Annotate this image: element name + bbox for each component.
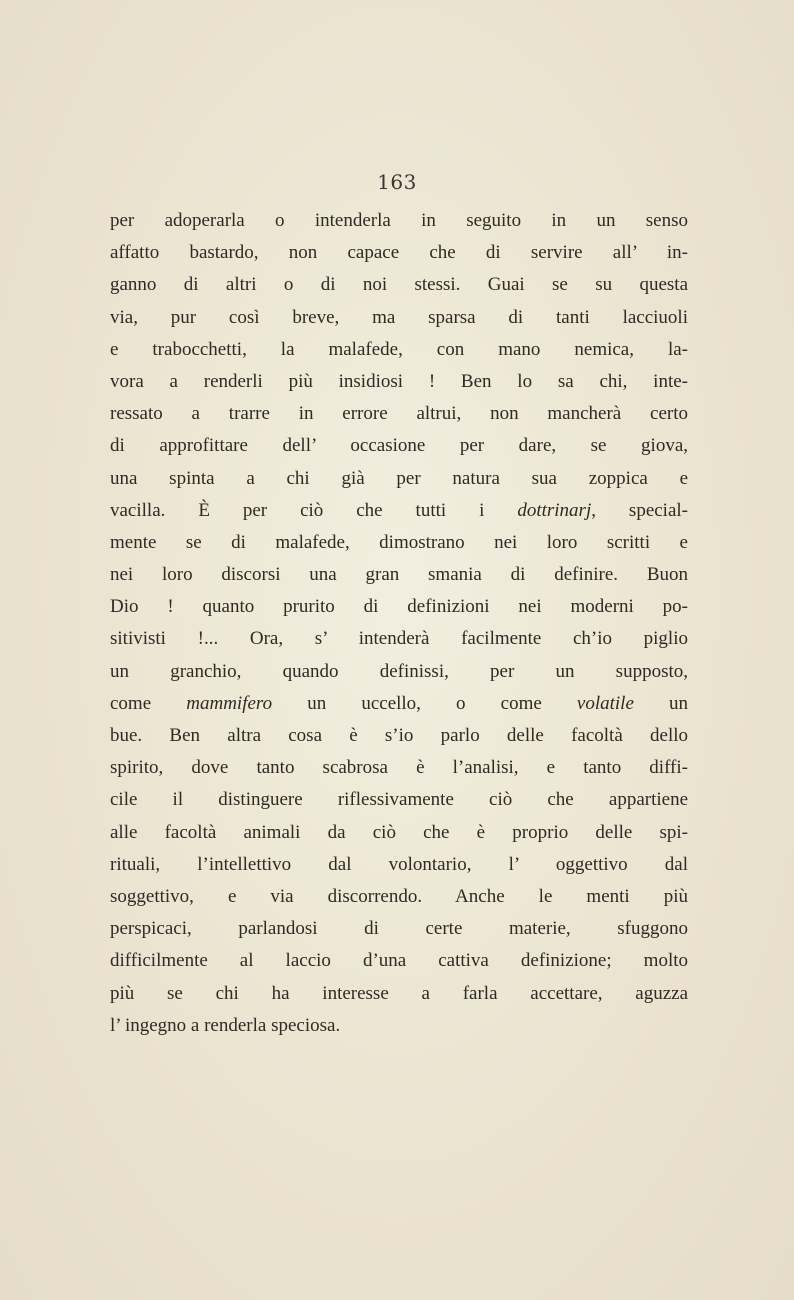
italic-term: mammifero	[186, 692, 273, 714]
text-segment: per adoperarla o intenderla in seguito in un senso	[110, 210, 688, 231]
text-segment: bue. Ben altra cosa è s’io parlo delle facoltà dello	[110, 725, 688, 746]
text-line	[110, 720, 688, 752]
text-segment: via, pur così breve, ma sparsa di tanti lacciuoli	[110, 306, 688, 328]
text-segment: vora a renderli più insidiosi ! Ben lo sa chi, inte-	[110, 370, 688, 392]
text-line	[110, 366, 688, 398]
text-segment: rituali, l’intellettivo dal volontario, l’ oggettivo dal	[110, 853, 688, 875]
text-line	[110, 334, 688, 366]
text-line	[110, 527, 688, 559]
page-number: 163	[377, 170, 417, 194]
text-line	[110, 430, 688, 462]
text-line	[110, 913, 688, 945]
text-segment: nei loro discorsi una gran smania di definire. Buon	[110, 564, 688, 586]
text-line	[110, 849, 688, 881]
text-segment: mente se di malafede, dimostrano nei loro scritti e	[110, 531, 688, 553]
text-line	[110, 269, 688, 301]
text-line	[110, 817, 688, 849]
text-line	[110, 688, 688, 720]
text-line	[110, 752, 688, 784]
text-segment: un granchio, quando definissi, per un supposto,	[110, 660, 688, 682]
text-line	[110, 623, 688, 655]
text-segment: spirito, dove tanto scabrosa è l’analisi, e tanto diffi-	[110, 757, 688, 779]
text-line	[110, 945, 688, 977]
text-segment: vacilla. È per ciò che tutti i	[110, 499, 518, 521]
text-segment: un	[633, 692, 688, 714]
text-segment: , special-	[591, 499, 688, 521]
body-text	[110, 205, 688, 1042]
italic-term: volatile	[576, 692, 634, 714]
text-segment: soggettivo, e via discorrendo. Anche le menti più	[110, 885, 688, 907]
italic-term: dottrinarj	[517, 499, 592, 521]
text-segment: come	[110, 692, 187, 714]
text-line	[110, 784, 688, 816]
text-line	[110, 656, 688, 688]
text-segment: ganno di altri o di noi stessi. Guai se su questa	[110, 274, 688, 296]
text-segment: cile il distinguere riflessivamente ciò che appartiene	[110, 789, 688, 811]
text-segment: una spinta a chi già per natura sua zoppica e	[110, 467, 688, 489]
text-segment: di approfittare dell’ occasione per dare, se giova,	[110, 435, 688, 457]
text-line	[110, 302, 688, 334]
text-line	[110, 398, 688, 430]
text-segment: ressato a trarre in errore altrui, non mancherà certo	[110, 403, 688, 425]
text-segment: difficilmente al laccio d’una cattiva definizione; molto	[110, 950, 688, 972]
text-segment: l’ ingegno a renderla speciosa.	[110, 1014, 341, 1036]
text-segment: più se chi ha interesse a farla accettare, aguzza	[110, 982, 688, 1004]
text-segment: un uccello, o come	[272, 692, 577, 714]
text-segment: Dio ! quanto prurito di definizioni nei moderni po-	[110, 596, 688, 618]
text-segment: sitivisti !... Ora, s’ intenderà facilmente ch’io piglio	[110, 628, 688, 650]
text-segment: affatto bastardo, non capace che di servire all’ in-	[110, 242, 688, 264]
text-segment: alle facoltà animali da ciò che è proprio delle spi-	[110, 821, 688, 843]
text-line	[110, 237, 688, 269]
text-line	[110, 881, 688, 913]
text-line	[110, 591, 688, 623]
text-segment: perspicaci, parlandosi di certe materie, sfuggono	[110, 918, 688, 940]
text-line	[110, 559, 688, 591]
text-line	[110, 463, 688, 495]
text-line	[110, 495, 688, 527]
text-line	[110, 978, 688, 1010]
text-line	[110, 205, 688, 237]
text-line	[110, 1010, 688, 1042]
text-segment: e trabocchetti, la malafede, con mano nemica, la-	[110, 338, 688, 360]
